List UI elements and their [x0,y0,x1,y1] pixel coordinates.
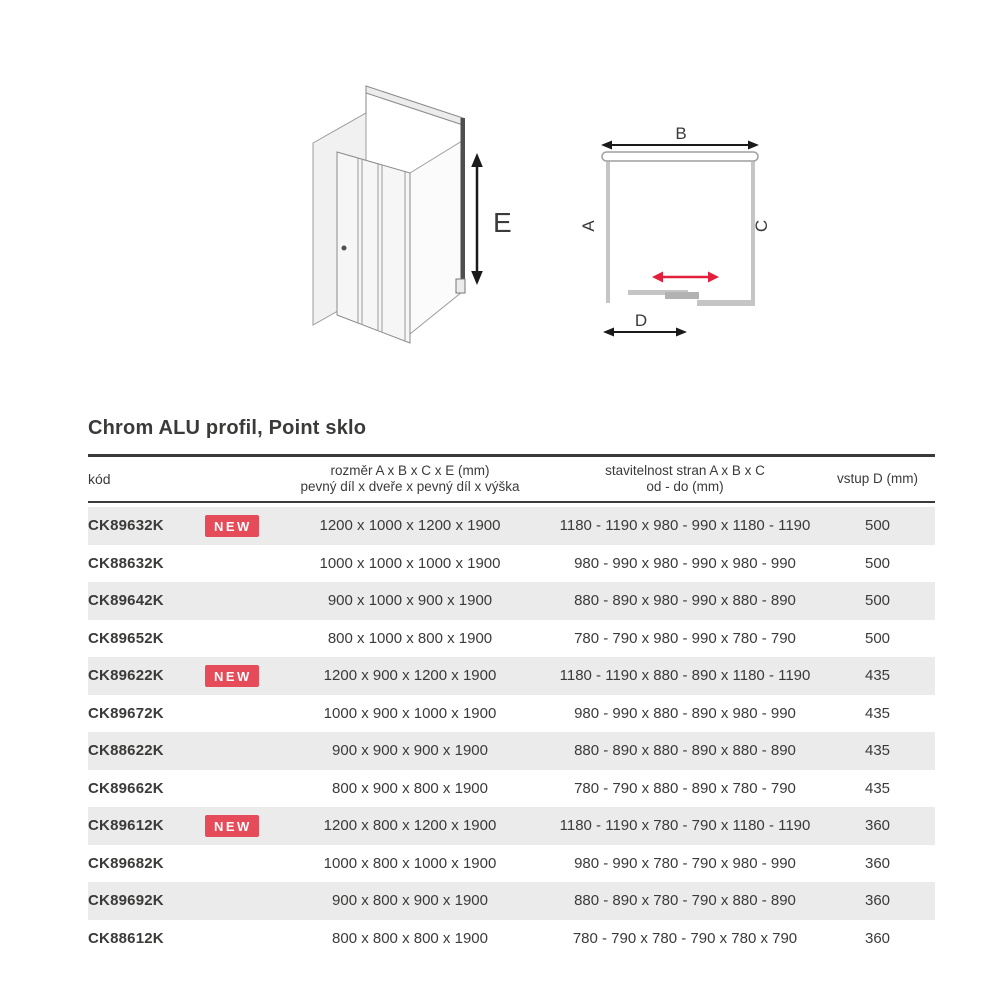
product-code: CK89632K [88,517,164,535]
dim-label-e: E [493,207,512,238]
product-code: CK88612K [88,929,164,947]
product-code: CK88632K [88,554,164,572]
entry-width-value: 435 [864,704,891,722]
page-title: Chrom ALU profil, Point sklo [88,417,367,439]
table-row [88,920,935,958]
adjustability-value: 880 - 890 x 880 - 890 x 880 - 890 [574,742,796,760]
dim-label-b: B [675,124,687,143]
new-badge: NEW [205,815,259,837]
badge-cell [205,665,270,687]
new-badge: NEW [205,665,259,687]
dimension-value: 1200 x 1000 x 1200 x 1900 [319,517,501,535]
product-code: CK89642K [88,592,164,610]
product-code: CK88622K [88,742,164,760]
product-code: CK89652K [88,629,164,647]
badge-cell [205,515,270,537]
table-row [88,545,935,583]
header-adjustability-line2: od - do (mm) [646,479,724,494]
entry-width-value: 360 [864,854,891,872]
table-row [88,582,935,620]
adjustability-value: 780 - 790 x 880 - 890 x 780 - 790 [574,779,796,797]
header-adjustability [550,463,820,495]
table-row [88,732,935,770]
adjustability-value: 1180 - 1190 x 980 - 990 x 1180 - 1190 [559,517,811,535]
dimension-value: 800 x 800 x 800 x 1900 [332,929,488,947]
table-row [88,657,935,695]
adjustability-value: 980 - 990 x 880 - 890 x 980 - 990 [574,704,796,722]
product-code: CK89622K [88,667,164,685]
table-row [88,882,935,920]
table-header-row [88,454,935,503]
adjustability-value: 980 - 990 x 780 - 790 x 980 - 990 [574,854,796,872]
dimension-value: 900 x 800 x 900 x 1900 [332,892,488,910]
header-code: kód [88,471,111,487]
top-rail [366,86,463,125]
entry-width-value: 435 [864,742,891,760]
table-row [88,507,935,545]
spec-table [88,454,935,957]
dimension-value: 1000 x 1000 x 1000 x 1900 [319,554,501,572]
adjustability-value: 780 - 790 x 780 - 790 x 780 x 790 [572,929,798,947]
wall-profile [461,118,466,293]
dimension-value: 800 x 1000 x 800 x 1900 [327,629,493,647]
entry-width-value: 435 [864,779,891,797]
dimension-value: 1000 x 900 x 1000 x 1900 [323,704,497,722]
door-knob [342,246,347,251]
top-view-diagram [575,105,810,350]
dimension-value: 1000 x 800 x 1000 x 1900 [323,854,497,872]
adjustability-value: 1180 - 1190 x 780 - 790 x 1180 - 1190 [559,817,811,835]
adjustability-value: 880 - 890 x 780 - 790 x 880 - 890 [574,892,796,910]
dimension-value: 1200 x 800 x 1200 x 1900 [323,817,497,835]
adjustability-value: 880 - 890 x 980 - 990 x 880 - 890 [574,592,796,610]
product-code: CK89672K [88,704,164,722]
badge-cell [205,815,270,837]
product-code: CK89692K [88,892,164,910]
entry-width-value: 500 [864,629,891,647]
table-row [88,695,935,733]
header-adjustability-line1: stavitelnost stran A x B x C [605,463,765,478]
adjustability-value: 1180 - 1190 x 880 - 890 x 1180 - 1190 [559,667,811,685]
table-row [88,770,935,808]
adjustability-value: 780 - 790 x 980 - 990 x 780 - 790 [574,629,796,647]
entry-width-value: 360 [864,929,891,947]
isometric-enclosure-diagram [285,70,530,360]
table-row [88,845,935,883]
entry-width-value: 435 [864,667,891,685]
product-code: CK89612K [88,817,164,835]
slide-direction-arrow [652,272,719,283]
wall-profile-foot [456,279,465,293]
entry-width-value: 360 [864,892,891,910]
dim-label-a: A [579,220,598,232]
dim-label-c: C [752,219,771,233]
table-row [88,807,935,845]
entry-width-value: 500 [864,592,891,610]
entry-width-value: 360 [864,817,891,835]
header-entry: vstup D (mm) [837,471,918,486]
dim-label-d: D [634,311,648,330]
entry-width-value: 500 [864,517,891,535]
new-badge: NEW [205,515,259,537]
adjustability-value: 980 - 990 x 980 - 990 x 980 - 990 [574,554,796,572]
header-dimensions-line2: pevný díl x dveře x pevný díl x výška [300,479,520,494]
dimension-value: 900 x 1000 x 900 x 1900 [327,592,493,610]
product-code: CK89662K [88,779,164,797]
table-row [88,620,935,658]
top-rail-plan [602,152,758,161]
right-wall-glass [410,141,462,334]
height-arrow-e [471,153,483,285]
header-dimensions-line1: rozměr A x B x C x E (mm) [330,463,490,478]
dimension-value: 800 x 900 x 800 x 1900 [332,779,488,797]
entry-width-value: 500 [864,554,891,572]
dimension-value: 1200 x 900 x 1200 x 1900 [323,667,497,685]
header-dimensions [270,463,550,495]
dimension-value: 900 x 900 x 900 x 1900 [332,742,488,760]
door-panel-plan [665,292,699,299]
product-code: CK89682K [88,854,164,872]
door-panel-plan [697,300,755,306]
front-door-assembly [337,152,410,343]
table-body [88,507,935,957]
